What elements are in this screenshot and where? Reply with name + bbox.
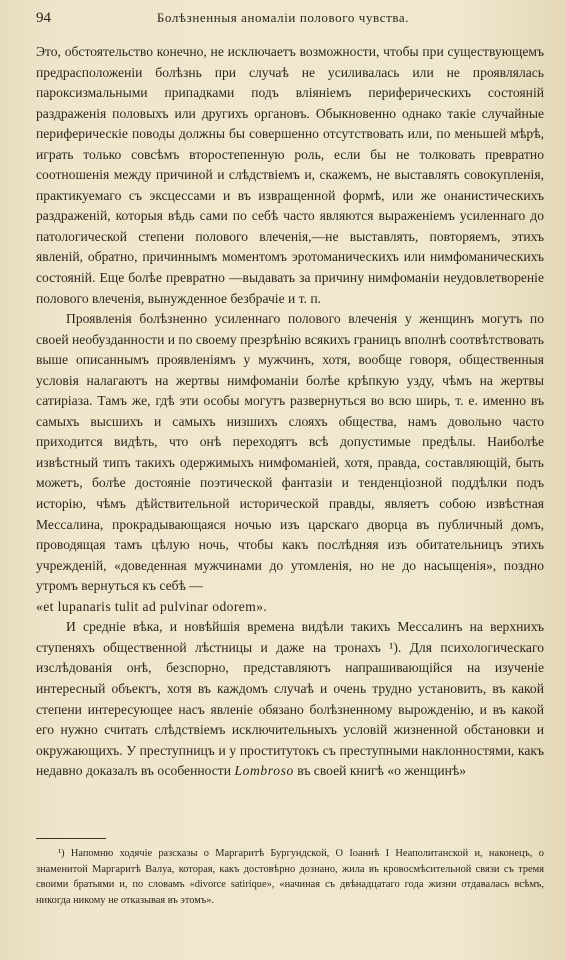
paragraph-3-middle: Для психологическаго изслѣдованія онѣ, безспорно, представляютъ напрашивающійся на изученіе интересный объектъ, хотя въ каждомъ случаѣ и очень трудно установить, въ какой степени интересующее насъ явленіе обязано болѣзненному вырожденію, и въ какой его нужно считать слѣдствіемъ исключительныхъ условій жизненной обстановки и окружающихъ. У преступницъ и у проститутокъ съ преступными наклонностями, какъ недавно доказалъ въ особенности [36, 639, 544, 779]
running-title: Болѣзненныя аномаліи полового чувства. [156, 10, 410, 25]
page-header [36, 10, 530, 30]
paragraph-1: Это, обстоятельство конечно, не исключаетъ возможности, чтобы при существующемъ предрасположеніи болѣзнь при случаѣ не усиливалась или не проявлялась пароксизмальными припадками подъ вліяніемъ периферическихъ состояній раздраженія половыхъ или другихъ органовъ. Обыкновенно однако такіе случайные периферическіе поводы должны бы совершенно отсутствовать или, по меньшей мѣрѣ, играть только совсѣмъ второстепенную роль, если бы не толковать превратно соотношенія между причиной и слѣдствіемъ и, скажемъ, не выставлять совокупленія, практикуемаго съ эксцессами и въ извращенной формѣ, или же онанистическихъ раздраженій, которыя вѣдь сами по себѣ часто являются выраженіемъ усиленнаго до патологической степени полового влеченія,—не выставлять, повторяемъ, этихъ явленій, обратно, причиннымъ моментомъ эротоманическихъ или нимфоманическихъ состояній. Еще болѣе превратно —выдавать за причину нимфоманіи неудовлетвореніе полового влеченія, вынужденное безбрачіе и т. п. [36, 44, 544, 306]
paragraph-3 [36, 617, 544, 781]
footnote [36, 846, 544, 908]
paragraph-3-start: И средніе вѣка, и новѣйшія времена видѣли такихъ Мессалинъ на верхнихъ ступеняхъ общественной лѣстницы и даже на тронахъ [36, 619, 544, 655]
paragraph-2: Проявленія болѣзненно усиленнаго полового влеченія у женщинъ могутъ по своей необузданности и по своему презрѣнію всякихъ границъ вполнѣ соотвѣтствовать выше описаннымъ проявленіямъ у мужчинъ, хотя, вообще говоря, общественныя условія налагаютъ на жертвы нимфоманіи болѣе крѣпкую узду, чѣмъ на жертвы сатиріаза. Тамъ же, гдѣ эти особы могутъ развернуться во всю ширь, т. е. именно въ самыхъ высшихъ и самыхъ низшихъ слояхъ общества, намъ довольно часто приходится видѣть, что онѣ переходятъ всѣ допустимые предѣлы. Наиболѣе извѣстный типъ такихъ одержимыхъ нимфоманіей, хотя, правда, составляющій, быть можетъ, болѣе достояніе поэтической фантазіи и тенденціозной поддѣлки подъ исторію, чѣмъ дѣйствительной исторической правды, являетъ собою извѣстная Мессалина, прокрадывающаяся ночью изъ царскаго дворца въ публичный домъ, проводящая тамъ цѣлую ночь, чтобы какъ послѣдняя изъ обитательницъ этихъ учрежденій, «доведенная мужчинами до утомленія, но не до насыщенія», поздно утромъ вернуться къ себѣ — [36, 311, 544, 594]
main-text [36, 42, 544, 782]
footnote-reference: ¹). [389, 639, 402, 655]
paragraph-3-end: въ своей книгѣ «о женщинѣ» [293, 763, 467, 779]
latin-quote: «et lupanaris tulit ad pulvinar odorem». [36, 598, 268, 614]
footnote-text: ¹) Напомню ходячіе разсказы о Маргаритѣ Бургундской, О Іоаннѣ I Неаполитанской и, наконецъ, о знаменитой Маргаритѣ Валуа, которая, какъ достовѣрно дознано, жила въ кровосмѣсительной связи съ тремя своими братьями и, по словамъ «divorce satirique», «начиная съ двѣнадцатаго года жизни отдавалась всѣмъ, никогда никому не отказывая въ этомъ». [36, 848, 544, 906]
footnote-divider [36, 838, 106, 839]
author-name-lombroso: Lombroso [234, 763, 294, 779]
page-number: 94 [36, 10, 51, 26]
